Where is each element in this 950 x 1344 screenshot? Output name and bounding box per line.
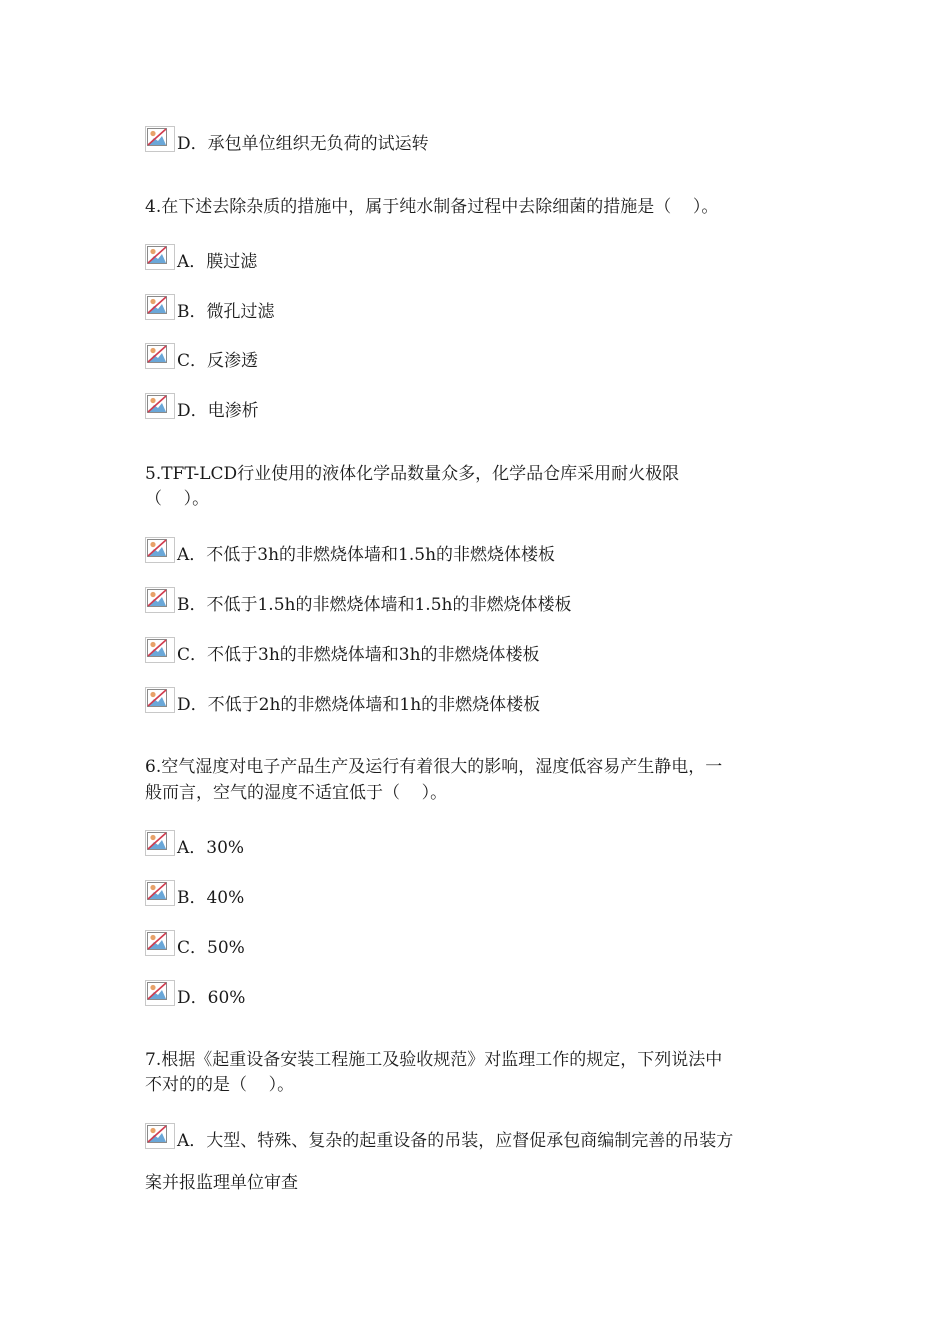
broken-image-icon xyxy=(145,930,175,956)
broken-image-icon xyxy=(145,980,175,1006)
q5-option-c[interactable] xyxy=(145,635,540,663)
question-5-stem-line1: 5.TFT-LCD行业使用的液体化学品数量众多，化学品仓库采用耐火极限 xyxy=(145,464,680,484)
q4-option-a[interactable] xyxy=(145,242,257,270)
option-label: A．不低于3h的非燃烧体墙和1.5h的非燃烧体楼板 xyxy=(177,545,556,565)
broken-image-icon xyxy=(145,1123,175,1149)
option-label: A．30% xyxy=(177,838,245,858)
q6-option-b[interactable] xyxy=(145,878,244,906)
q4-option-b[interactable] xyxy=(145,292,275,320)
question-7-stem-line2: 不对的的是（ ）。 xyxy=(145,1075,295,1095)
broken-image-icon xyxy=(145,393,175,419)
option-label: D．不低于2h的非燃烧体墙和1h的非燃烧体楼板 xyxy=(177,695,541,715)
q5-option-a[interactable] xyxy=(145,535,555,563)
option-label: A．大型、特殊、复杂的起重设备的吊装，应督促承包商编制完善的吊装方 xyxy=(177,1131,734,1151)
question-4-stem: 4.在下述去除杂质的措施中，属于纯水制备过程中去除细菌的措施是（ ）。 xyxy=(145,197,719,217)
q7-option-a[interactable] xyxy=(145,1121,733,1149)
q4-option-c[interactable] xyxy=(145,341,258,369)
broken-image-icon xyxy=(145,637,175,663)
broken-image-icon xyxy=(145,343,175,369)
broken-image-icon xyxy=(145,294,175,320)
option-label: B．不低于1.5h的非燃烧体墙和1.5h的非燃烧体楼板 xyxy=(177,595,572,615)
question-7-stem-line1: 7.根据《起重设备安装工程施工及验收规范》对监理工作的规定，下列说法中 xyxy=(145,1050,723,1070)
broken-image-icon xyxy=(145,244,175,270)
q6-option-a[interactable] xyxy=(145,828,244,856)
option-label: C．50% xyxy=(177,938,245,958)
question-6-stem-line2: 般而言，空气的湿度不适宜低于（ ）。 xyxy=(145,783,448,803)
question-6-stem-line1: 6.空气湿度对电子产品生产及运行有着很大的影响，湿度低容易产生静电，一 xyxy=(145,757,723,777)
broken-image-icon xyxy=(145,126,175,152)
q4-option-d[interactable] xyxy=(145,391,259,419)
broken-image-icon xyxy=(145,587,175,613)
option-label: D．承包单位组织无负荷的试运转 xyxy=(177,134,429,154)
broken-image-icon xyxy=(145,537,175,563)
q6-option-d[interactable] xyxy=(145,978,245,1006)
q5-option-d[interactable] xyxy=(145,685,540,713)
broken-image-icon xyxy=(145,830,175,856)
q6-option-c[interactable] xyxy=(145,928,245,956)
broken-image-icon xyxy=(145,880,175,906)
option-label: A．膜过滤 xyxy=(177,252,258,272)
question-5-stem-line2: （ ）。 xyxy=(145,489,210,509)
q3-option-d[interactable] xyxy=(145,124,429,152)
option-label: C．反渗透 xyxy=(177,351,259,371)
broken-image-icon xyxy=(145,687,175,713)
option-label: B．40% xyxy=(177,888,245,908)
option-continuation: 案并报监理单位审查 xyxy=(145,1173,298,1193)
option-label: C．不低于3h的非燃烧体墙和3h的非燃烧体楼板 xyxy=(177,645,540,665)
option-label: D．60% xyxy=(177,988,246,1008)
q5-option-b[interactable] xyxy=(145,585,571,613)
option-label: B．微孔过滤 xyxy=(177,302,275,322)
option-label: D．电渗析 xyxy=(177,401,259,421)
